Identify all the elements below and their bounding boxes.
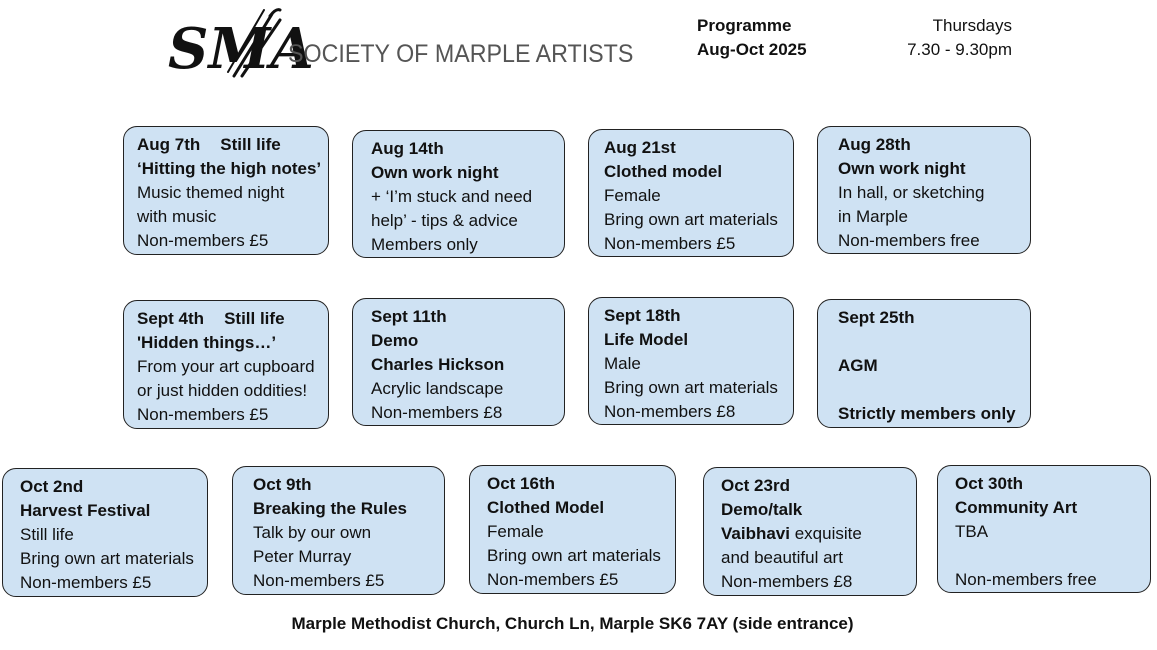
event-detail: TBA (955, 522, 989, 541)
event-card-aug-14 (352, 130, 565, 258)
event-card-oct-30 (937, 465, 1151, 593)
event-detail: Bring own art materials (487, 546, 661, 565)
event-detail: with music (137, 207, 217, 226)
svg-text:SMA: SMA (168, 16, 314, 82)
event-title: Life Model (604, 330, 689, 349)
event-detail: or just hidden oddities! (137, 381, 308, 400)
event-price: Non-members £5 (137, 231, 269, 250)
event-card-aug-7 (123, 126, 329, 255)
event-price: Non-members £5 (20, 573, 152, 592)
event-agm: AGM (838, 356, 878, 375)
sma-logo-mark (168, 6, 314, 82)
event-price: Non-members free (955, 570, 1097, 589)
event-price: Non-members £8 (371, 403, 503, 422)
venue-address: Marple Methodist Church, Church Ln, Marple SK6 7AY (side entrance) (291, 614, 854, 633)
event-card-oct-23 (703, 467, 917, 596)
event-detail: Male (604, 354, 641, 373)
event-tag: Still life (224, 309, 285, 328)
event-detail: and beautiful art (721, 548, 843, 567)
event-detail: in Marple (838, 207, 908, 226)
event-price: Non-members £5 (487, 570, 619, 589)
event-title: Demo (371, 331, 419, 350)
event-detail: Bring own art materials (604, 210, 778, 229)
event-title: 'Hidden things…’ (137, 333, 277, 352)
event-card-oct-16 (469, 465, 676, 594)
event-price: Non-members £5 (604, 234, 736, 253)
programme-heading (697, 14, 807, 62)
programme-label: Programme (697, 16, 792, 35)
event-detail: Peter Murray (253, 547, 352, 566)
event-price: Non-members £8 (604, 402, 736, 421)
event-card-sept-18 (588, 297, 794, 425)
event-title: Harvest Festival (20, 501, 151, 520)
event-detail: Talk by our own (253, 523, 372, 542)
event-title: Clothed Model (487, 498, 605, 517)
event-detail: Female (604, 186, 661, 205)
event-card-oct-2 (2, 468, 208, 597)
meeting-day: Thursdays (932, 16, 1012, 35)
event-detail: + ‘I’m stuck and need (371, 187, 533, 206)
event-card-sept-25 (817, 299, 1031, 428)
event-detail: From your art cupboard (137, 357, 315, 376)
event-title: Demo/talk (721, 500, 803, 519)
event-detail: help’ - tips & advice (371, 211, 518, 230)
event-detail: Bring own art materials (604, 378, 778, 397)
event-card-aug-21 (588, 129, 794, 257)
society-logo (168, 6, 634, 82)
event-price: Strictly members only (838, 404, 1016, 423)
event-date: Aug 14th (371, 139, 444, 158)
event-price: Non-members £5 (137, 405, 269, 424)
event-card-sept-11 (352, 298, 565, 426)
event-detail (838, 378, 1030, 402)
event-detail: Bring own art materials (20, 549, 194, 568)
event-title: Breaking the Rules (253, 499, 407, 518)
meeting-hours: 7.30 - 9.30pm (907, 40, 1012, 59)
event-date: Oct 2nd (20, 477, 84, 496)
event-date: Sept 25th (838, 308, 915, 327)
event-title: ‘Hitting the high notes’ (137, 159, 322, 178)
event-title: Own work night (371, 163, 499, 182)
event-detail: exquisite (789, 524, 862, 543)
event-detail (955, 544, 1150, 568)
event-detail: In hall, or sketching (838, 183, 985, 202)
event-detail: Female (487, 522, 544, 541)
event-title: Clothed model (604, 162, 723, 181)
event-presenter: Charles Hickson (371, 355, 505, 374)
event-date: Sept 18th (604, 306, 681, 325)
event-date: Oct 16th (487, 474, 556, 493)
event-card-aug-28 (817, 126, 1031, 254)
event-title: Own work night (838, 159, 966, 178)
meeting-time (880, 14, 1012, 62)
event-price: Non-members free (838, 231, 980, 250)
event-date: Sept 11th (371, 307, 447, 326)
event-date: Aug 28th (838, 135, 911, 154)
event-card-oct-9 (232, 466, 445, 595)
event-price: Non-members £5 (253, 571, 385, 590)
event-date: Oct 23rd (721, 476, 790, 495)
event-date: Aug 7th (137, 135, 201, 154)
event-date: Oct 30th (955, 474, 1024, 493)
event-date: Oct 9th (253, 475, 312, 494)
society-name: SOCIETY OF MARPLE ARTISTS (288, 40, 634, 68)
event-price: Non-members £8 (721, 572, 853, 591)
event-date: Sept 4th (137, 309, 205, 328)
event-price: Members only (371, 235, 478, 254)
programme-period: Aug-Oct 2025 (697, 40, 807, 59)
event-card-sept-4 (123, 300, 329, 429)
event-detail: Music themed night (137, 183, 285, 202)
event-detail: Still life (20, 525, 74, 544)
event-date: Aug 21st (604, 138, 676, 157)
event-tag: Still life (220, 135, 281, 154)
event-presenter: Vaibhavi (721, 524, 790, 543)
event-title: Community Art (955, 498, 1078, 517)
event-title (838, 330, 1030, 354)
event-detail: Acrylic landscape (371, 379, 504, 398)
